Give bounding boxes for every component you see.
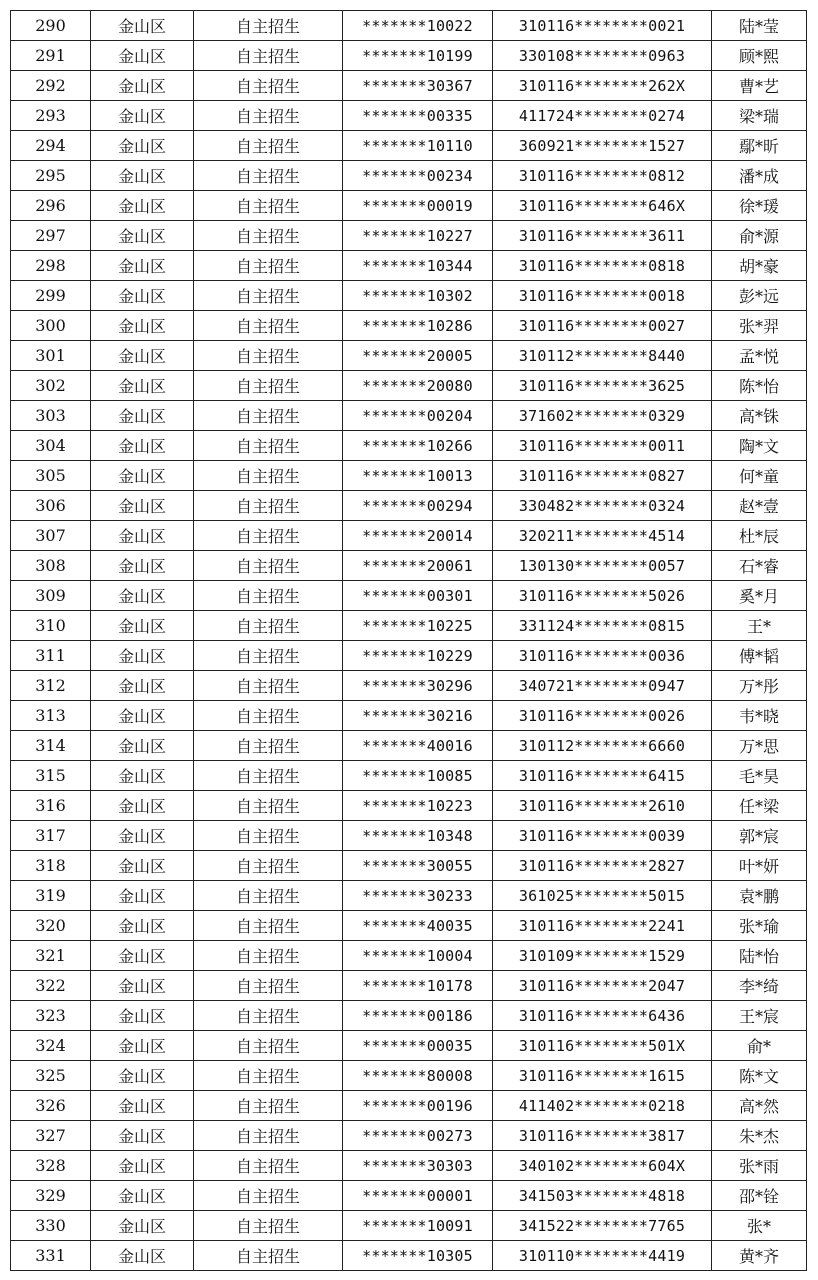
table-row bbox=[11, 1121, 807, 1151]
table-row bbox=[11, 71, 807, 101]
table-row bbox=[11, 1091, 807, 1121]
table-row bbox=[11, 731, 807, 761]
table-row bbox=[11, 101, 807, 131]
id-number-cell: 310110********4419 bbox=[493, 1241, 712, 1271]
table-row bbox=[11, 251, 807, 281]
student-name-cell: 张* bbox=[712, 1211, 807, 1241]
admission-type-cell: 自主招生 bbox=[194, 341, 343, 371]
table-row bbox=[11, 581, 807, 611]
district-cell: 金山区 bbox=[91, 11, 194, 41]
id-number-cell: 331124********0815 bbox=[493, 611, 712, 641]
admission-type-cell: 自主招生 bbox=[194, 641, 343, 671]
id-number-cell: 310112********8440 bbox=[493, 341, 712, 371]
student-name-cell: 高*铢 bbox=[712, 401, 807, 431]
table-row bbox=[11, 41, 807, 71]
district-cell: 金山区 bbox=[91, 401, 194, 431]
student-name-cell: 邵*铨 bbox=[712, 1181, 807, 1211]
id-number-cell: 310116********501X bbox=[493, 1031, 712, 1061]
registration-code-cell: *******10004 bbox=[343, 941, 493, 971]
id-number-cell: 360921********1527 bbox=[493, 131, 712, 161]
table-row bbox=[11, 161, 807, 191]
registration-code-cell: *******10178 bbox=[343, 971, 493, 1001]
district-cell: 金山区 bbox=[91, 611, 194, 641]
district-cell: 金山区 bbox=[91, 41, 194, 71]
student-name-cell: 赵*壹 bbox=[712, 491, 807, 521]
id-number-cell: 310116********0036 bbox=[493, 641, 712, 671]
registration-code-cell: *******10223 bbox=[343, 791, 493, 821]
student-name-cell: 王* bbox=[712, 611, 807, 641]
registration-code-cell: *******00234 bbox=[343, 161, 493, 191]
row-number: 316 bbox=[11, 791, 91, 821]
district-cell: 金山区 bbox=[91, 461, 194, 491]
row-number: 309 bbox=[11, 581, 91, 611]
registration-code-cell: *******00335 bbox=[343, 101, 493, 131]
admission-type-cell: 自主招生 bbox=[194, 701, 343, 731]
table-row bbox=[11, 341, 807, 371]
id-number-cell: 310109********1529 bbox=[493, 941, 712, 971]
student-name-cell: 俞* bbox=[712, 1031, 807, 1061]
admission-type-cell: 自主招生 bbox=[194, 1151, 343, 1181]
district-cell: 金山区 bbox=[91, 311, 194, 341]
row-number: 318 bbox=[11, 851, 91, 881]
registration-code-cell: *******30367 bbox=[343, 71, 493, 101]
student-name-cell: 彭*远 bbox=[712, 281, 807, 311]
registration-code-cell: *******00204 bbox=[343, 401, 493, 431]
admission-type-cell: 自主招生 bbox=[194, 281, 343, 311]
student-name-cell: 朱*杰 bbox=[712, 1121, 807, 1151]
district-cell: 金山区 bbox=[91, 221, 194, 251]
student-name-cell: 万*彤 bbox=[712, 671, 807, 701]
row-number: 321 bbox=[11, 941, 91, 971]
row-number: 304 bbox=[11, 431, 91, 461]
registration-code-cell: *******00294 bbox=[343, 491, 493, 521]
table-row bbox=[11, 431, 807, 461]
id-number-cell: 310116********2047 bbox=[493, 971, 712, 1001]
id-number-cell: 310116********0818 bbox=[493, 251, 712, 281]
row-number: 303 bbox=[11, 401, 91, 431]
admission-type-cell: 自主招生 bbox=[194, 911, 343, 941]
admission-type-cell: 自主招生 bbox=[194, 821, 343, 851]
district-cell: 金山区 bbox=[91, 1031, 194, 1061]
id-number-cell: 330108********0963 bbox=[493, 41, 712, 71]
district-cell: 金山区 bbox=[91, 1061, 194, 1091]
table-row bbox=[11, 641, 807, 671]
admission-type-cell: 自主招生 bbox=[194, 791, 343, 821]
row-number: 305 bbox=[11, 461, 91, 491]
table-row bbox=[11, 311, 807, 341]
admission-type-cell: 自主招生 bbox=[194, 1031, 343, 1061]
registration-code-cell: *******30303 bbox=[343, 1151, 493, 1181]
student-name-cell: 傅*韬 bbox=[712, 641, 807, 671]
registration-code-cell: *******00001 bbox=[343, 1181, 493, 1211]
student-name-cell: 高*然 bbox=[712, 1091, 807, 1121]
id-number-cell: 310112********6660 bbox=[493, 731, 712, 761]
id-number-cell: 310116********6415 bbox=[493, 761, 712, 791]
district-cell: 金山区 bbox=[91, 251, 194, 281]
student-name-cell: 毛*昊 bbox=[712, 761, 807, 791]
district-cell: 金山区 bbox=[91, 971, 194, 1001]
admission-type-cell: 自主招生 bbox=[194, 11, 343, 41]
row-number: 313 bbox=[11, 701, 91, 731]
registration-code-cell: *******30216 bbox=[343, 701, 493, 731]
student-name-cell: 陶*文 bbox=[712, 431, 807, 461]
district-cell: 金山区 bbox=[91, 1241, 194, 1271]
row-number: 297 bbox=[11, 221, 91, 251]
district-cell: 金山区 bbox=[91, 521, 194, 551]
student-name-cell: 陆*莹 bbox=[712, 11, 807, 41]
registration-code-cell: *******10091 bbox=[343, 1211, 493, 1241]
registration-code-cell: *******00301 bbox=[343, 581, 493, 611]
admission-type-cell: 自主招生 bbox=[194, 1001, 343, 1031]
row-number: 310 bbox=[11, 611, 91, 641]
student-name-cell: 曹*艺 bbox=[712, 71, 807, 101]
row-number: 312 bbox=[11, 671, 91, 701]
id-number-cell: 310116********0812 bbox=[493, 161, 712, 191]
student-name-cell: 何*童 bbox=[712, 461, 807, 491]
student-name-cell: 杜*辰 bbox=[712, 521, 807, 551]
row-number: 320 bbox=[11, 911, 91, 941]
registration-code-cell: *******00273 bbox=[343, 1121, 493, 1151]
district-cell: 金山区 bbox=[91, 881, 194, 911]
row-number: 295 bbox=[11, 161, 91, 191]
district-cell: 金山区 bbox=[91, 1001, 194, 1031]
table-row bbox=[11, 461, 807, 491]
admission-type-cell: 自主招生 bbox=[194, 71, 343, 101]
admission-type-cell: 自主招生 bbox=[194, 851, 343, 881]
registration-code-cell: *******20061 bbox=[343, 551, 493, 581]
student-name-cell: 李*绮 bbox=[712, 971, 807, 1001]
admission-type-cell: 自主招生 bbox=[194, 581, 343, 611]
admission-type-cell: 自主招生 bbox=[194, 1211, 343, 1241]
student-name-cell: 鄢*昕 bbox=[712, 131, 807, 161]
admission-type-cell: 自主招生 bbox=[194, 731, 343, 761]
table-row bbox=[11, 521, 807, 551]
row-number: 296 bbox=[11, 191, 91, 221]
admission-type-cell: 自主招生 bbox=[194, 1061, 343, 1091]
district-cell: 金山区 bbox=[91, 371, 194, 401]
admission-type-cell: 自主招生 bbox=[194, 401, 343, 431]
registration-code-cell: *******10229 bbox=[343, 641, 493, 671]
district-cell: 金山区 bbox=[91, 281, 194, 311]
admission-type-cell: 自主招生 bbox=[194, 611, 343, 641]
registration-code-cell: *******10022 bbox=[343, 11, 493, 41]
row-number: 315 bbox=[11, 761, 91, 791]
student-name-cell: 王*宸 bbox=[712, 1001, 807, 1031]
id-number-cell: 310116********0026 bbox=[493, 701, 712, 731]
row-number: 292 bbox=[11, 71, 91, 101]
admission-type-cell: 自主招生 bbox=[194, 191, 343, 221]
table-row bbox=[11, 1001, 807, 1031]
district-cell: 金山区 bbox=[91, 1091, 194, 1121]
table-row bbox=[11, 671, 807, 701]
id-number-cell: 371602********0329 bbox=[493, 401, 712, 431]
district-cell: 金山区 bbox=[91, 551, 194, 581]
student-name-cell: 梁*瑞 bbox=[712, 101, 807, 131]
row-number: 307 bbox=[11, 521, 91, 551]
id-number-cell: 310116********2610 bbox=[493, 791, 712, 821]
student-name-cell: 万*思 bbox=[712, 731, 807, 761]
district-cell: 金山区 bbox=[91, 161, 194, 191]
id-number-cell: 310116********2241 bbox=[493, 911, 712, 941]
id-number-cell: 330482********0324 bbox=[493, 491, 712, 521]
student-name-cell: 顾*熙 bbox=[712, 41, 807, 71]
student-name-cell: 叶*妍 bbox=[712, 851, 807, 881]
id-number-cell: 411402********0218 bbox=[493, 1091, 712, 1121]
registration-code-cell: *******10286 bbox=[343, 311, 493, 341]
district-cell: 金山区 bbox=[91, 1211, 194, 1241]
row-number: 314 bbox=[11, 731, 91, 761]
student-name-cell: 陈*文 bbox=[712, 1061, 807, 1091]
registration-code-cell: *******20080 bbox=[343, 371, 493, 401]
table-row bbox=[11, 131, 807, 161]
table-row bbox=[11, 611, 807, 641]
table-row bbox=[11, 881, 807, 911]
row-number: 328 bbox=[11, 1151, 91, 1181]
student-name-cell: 石*睿 bbox=[712, 551, 807, 581]
admission-type-cell: 自主招生 bbox=[194, 941, 343, 971]
id-number-cell: 310116********646X bbox=[493, 191, 712, 221]
id-number-cell: 310116********0827 bbox=[493, 461, 712, 491]
id-number-cell: 411724********0274 bbox=[493, 101, 712, 131]
row-number: 298 bbox=[11, 251, 91, 281]
district-cell: 金山区 bbox=[91, 1151, 194, 1181]
table-row bbox=[11, 281, 807, 311]
table-row bbox=[11, 1211, 807, 1241]
admission-type-cell: 自主招生 bbox=[194, 761, 343, 791]
table-row bbox=[11, 791, 807, 821]
id-number-cell: 340721********0947 bbox=[493, 671, 712, 701]
row-number: 300 bbox=[11, 311, 91, 341]
district-cell: 金山区 bbox=[91, 701, 194, 731]
id-number-cell: 310116********0027 bbox=[493, 311, 712, 341]
table-row bbox=[11, 11, 807, 41]
admission-type-cell: 自主招生 bbox=[194, 371, 343, 401]
student-name-cell: 张*瑜 bbox=[712, 911, 807, 941]
district-cell: 金山区 bbox=[91, 641, 194, 671]
row-number: 291 bbox=[11, 41, 91, 71]
table-row bbox=[11, 701, 807, 731]
student-name-cell: 郭*宸 bbox=[712, 821, 807, 851]
row-number: 319 bbox=[11, 881, 91, 911]
table-row bbox=[11, 371, 807, 401]
admission-type-cell: 自主招生 bbox=[194, 491, 343, 521]
row-number: 306 bbox=[11, 491, 91, 521]
registration-code-cell: *******40035 bbox=[343, 911, 493, 941]
id-number-cell: 310116********262X bbox=[493, 71, 712, 101]
registration-code-cell: *******10110 bbox=[343, 131, 493, 161]
table-row bbox=[11, 1181, 807, 1211]
district-cell: 金山区 bbox=[91, 341, 194, 371]
row-number: 299 bbox=[11, 281, 91, 311]
admission-type-cell: 自主招生 bbox=[194, 881, 343, 911]
admission-type-cell: 自主招生 bbox=[194, 431, 343, 461]
registration-code-cell: *******00019 bbox=[343, 191, 493, 221]
district-cell: 金山区 bbox=[91, 851, 194, 881]
table-row bbox=[11, 191, 807, 221]
row-number: 322 bbox=[11, 971, 91, 1001]
registration-code-cell: *******30055 bbox=[343, 851, 493, 881]
student-name-cell: 陆*怡 bbox=[712, 941, 807, 971]
table-row bbox=[11, 971, 807, 1001]
table-row bbox=[11, 1061, 807, 1091]
id-number-cell: 310116********3611 bbox=[493, 221, 712, 251]
registration-code-cell: *******10305 bbox=[343, 1241, 493, 1271]
admission-type-cell: 自主招生 bbox=[194, 101, 343, 131]
registration-code-cell: *******10085 bbox=[343, 761, 493, 791]
table-row bbox=[11, 761, 807, 791]
id-number-cell: 130130********0057 bbox=[493, 551, 712, 581]
row-number: 325 bbox=[11, 1061, 91, 1091]
table-row bbox=[11, 1151, 807, 1181]
table-row bbox=[11, 401, 807, 431]
registration-code-cell: *******10225 bbox=[343, 611, 493, 641]
admission-type-cell: 自主招生 bbox=[194, 971, 343, 1001]
id-number-cell: 310116********0011 bbox=[493, 431, 712, 461]
row-number: 329 bbox=[11, 1181, 91, 1211]
registration-code-cell: *******10302 bbox=[343, 281, 493, 311]
student-name-cell: 韦*晓 bbox=[712, 701, 807, 731]
registration-code-cell: *******30233 bbox=[343, 881, 493, 911]
student-name-cell: 俞*源 bbox=[712, 221, 807, 251]
registration-code-cell: *******10013 bbox=[343, 461, 493, 491]
row-number: 317 bbox=[11, 821, 91, 851]
id-number-cell: 310116********0018 bbox=[493, 281, 712, 311]
row-number: 323 bbox=[11, 1001, 91, 1031]
id-number-cell: 310116********6436 bbox=[493, 1001, 712, 1031]
registration-code-cell: *******20014 bbox=[343, 521, 493, 551]
registration-code-cell: *******20005 bbox=[343, 341, 493, 371]
id-number-cell: 340102********604X bbox=[493, 1151, 712, 1181]
district-cell: 金山区 bbox=[91, 1181, 194, 1211]
id-number-cell: 310116********3625 bbox=[493, 371, 712, 401]
table-row bbox=[11, 1241, 807, 1271]
row-number: 301 bbox=[11, 341, 91, 371]
district-cell: 金山区 bbox=[91, 761, 194, 791]
admission-type-cell: 自主招生 bbox=[194, 161, 343, 191]
admission-type-cell: 自主招生 bbox=[194, 1241, 343, 1271]
student-name-cell: 张*羿 bbox=[712, 311, 807, 341]
admission-type-cell: 自主招生 bbox=[194, 521, 343, 551]
id-number-cell: 310116********5026 bbox=[493, 581, 712, 611]
id-number-cell: 320211********4514 bbox=[493, 521, 712, 551]
row-number: 327 bbox=[11, 1121, 91, 1151]
admission-type-cell: 自主招生 bbox=[194, 41, 343, 71]
admission-type-cell: 自主招生 bbox=[194, 221, 343, 251]
table-row bbox=[11, 851, 807, 881]
table-row bbox=[11, 941, 807, 971]
district-cell: 金山区 bbox=[91, 911, 194, 941]
row-number: 308 bbox=[11, 551, 91, 581]
student-name-cell: 张*雨 bbox=[712, 1151, 807, 1181]
row-number: 330 bbox=[11, 1211, 91, 1241]
table-row bbox=[11, 551, 807, 581]
table-row bbox=[11, 221, 807, 251]
table-row bbox=[11, 491, 807, 521]
id-number-cell: 310116********2827 bbox=[493, 851, 712, 881]
admission-type-cell: 自主招生 bbox=[194, 461, 343, 491]
district-cell: 金山区 bbox=[91, 131, 194, 161]
registration-code-cell: *******10348 bbox=[343, 821, 493, 851]
registration-code-cell: *******40016 bbox=[343, 731, 493, 761]
district-cell: 金山区 bbox=[91, 731, 194, 761]
row-number: 331 bbox=[11, 1241, 91, 1271]
district-cell: 金山区 bbox=[91, 941, 194, 971]
registration-code-cell: *******10344 bbox=[343, 251, 493, 281]
row-number: 293 bbox=[11, 101, 91, 131]
registration-code-cell: *******80008 bbox=[343, 1061, 493, 1091]
district-cell: 金山区 bbox=[91, 791, 194, 821]
id-number-cell: 310116********1615 bbox=[493, 1061, 712, 1091]
district-cell: 金山区 bbox=[91, 821, 194, 851]
table-row bbox=[11, 1031, 807, 1061]
admission-type-cell: 自主招生 bbox=[194, 1181, 343, 1211]
admission-type-cell: 自主招生 bbox=[194, 1121, 343, 1151]
district-cell: 金山区 bbox=[91, 101, 194, 131]
registration-code-cell: *******30296 bbox=[343, 671, 493, 701]
registration-code-cell: *******10199 bbox=[343, 41, 493, 71]
id-number-cell: 341522********7765 bbox=[493, 1211, 712, 1241]
district-cell: 金山区 bbox=[91, 581, 194, 611]
table-row bbox=[11, 821, 807, 851]
table-row bbox=[11, 911, 807, 941]
student-name-cell: 胡*豪 bbox=[712, 251, 807, 281]
student-name-cell: 黄*齐 bbox=[712, 1241, 807, 1271]
registration-code-cell: *******00186 bbox=[343, 1001, 493, 1031]
id-number-cell: 341503********4818 bbox=[493, 1181, 712, 1211]
admission-type-cell: 自主招生 bbox=[194, 251, 343, 281]
id-number-cell: 361025********5015 bbox=[493, 881, 712, 911]
student-name-cell: 奚*月 bbox=[712, 581, 807, 611]
admission-type-cell: 自主招生 bbox=[194, 551, 343, 581]
district-cell: 金山区 bbox=[91, 191, 194, 221]
district-cell: 金山区 bbox=[91, 1121, 194, 1151]
district-cell: 金山区 bbox=[91, 71, 194, 101]
admission-type-cell: 自主招生 bbox=[194, 1091, 343, 1121]
district-cell: 金山区 bbox=[91, 671, 194, 701]
table-body bbox=[11, 11, 807, 1271]
registration-code-cell: *******10266 bbox=[343, 431, 493, 461]
student-name-cell: 潘*成 bbox=[712, 161, 807, 191]
student-name-cell: 孟*悦 bbox=[712, 341, 807, 371]
student-name-cell: 陈*怡 bbox=[712, 371, 807, 401]
row-number: 294 bbox=[11, 131, 91, 161]
district-cell: 金山区 bbox=[91, 431, 194, 461]
row-number: 311 bbox=[11, 641, 91, 671]
student-name-cell: 徐*瑗 bbox=[712, 191, 807, 221]
admission-list-table bbox=[10, 10, 807, 1271]
row-number: 302 bbox=[11, 371, 91, 401]
district-cell: 金山区 bbox=[91, 491, 194, 521]
registration-code-cell: *******00196 bbox=[343, 1091, 493, 1121]
id-number-cell: 310116********0039 bbox=[493, 821, 712, 851]
student-name-cell: 袁*鹏 bbox=[712, 881, 807, 911]
id-number-cell: 310116********0021 bbox=[493, 11, 712, 41]
row-number: 324 bbox=[11, 1031, 91, 1061]
admission-type-cell: 自主招生 bbox=[194, 671, 343, 701]
id-number-cell: 310116********3817 bbox=[493, 1121, 712, 1151]
admission-type-cell: 自主招生 bbox=[194, 131, 343, 161]
student-name-cell: 任*梁 bbox=[712, 791, 807, 821]
row-number: 290 bbox=[11, 11, 91, 41]
registration-code-cell: *******10227 bbox=[343, 221, 493, 251]
row-number: 326 bbox=[11, 1091, 91, 1121]
registration-code-cell: *******00035 bbox=[343, 1031, 493, 1061]
admission-type-cell: 自主招生 bbox=[194, 311, 343, 341]
